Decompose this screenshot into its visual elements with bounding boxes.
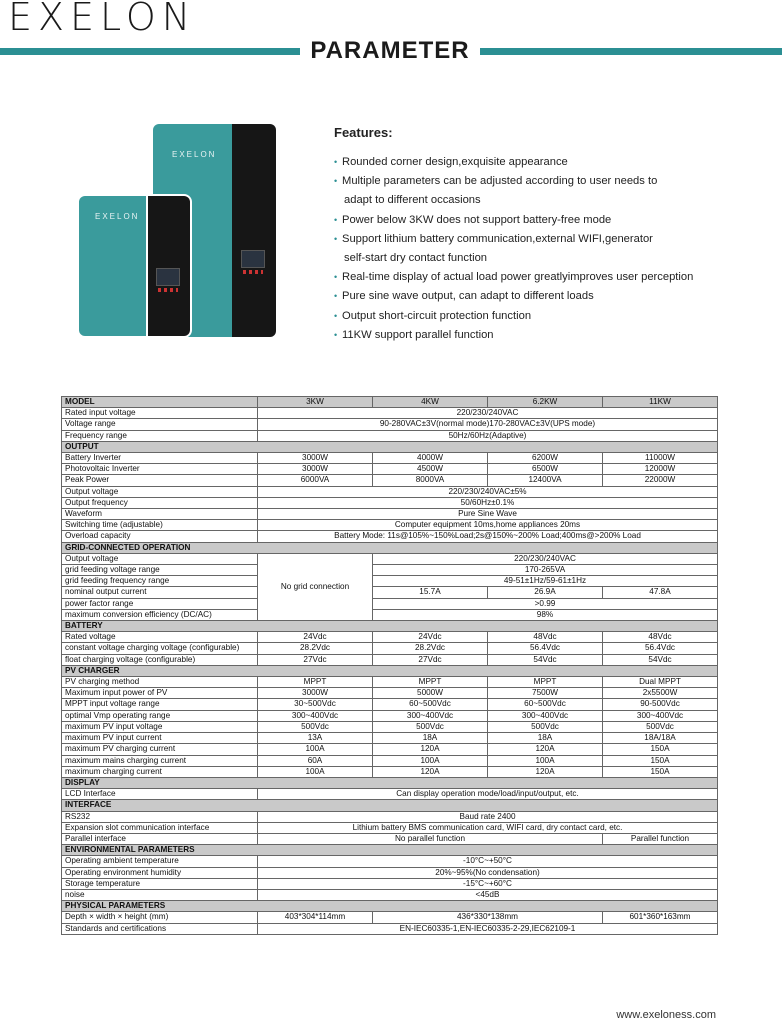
section-title: PHYSICAL PARAMETERS [62,901,718,912]
table-row [62,509,718,520]
brand-logo: EXELON [8,0,197,39]
row-label: Peak Power [62,475,258,486]
cell: 12400VA [488,475,603,486]
feature-item: • Real-time display of actual load power greatlyimproves user perception [334,268,774,287]
row-value: Computer equipment 10ms,home appliances 20ms [258,520,718,531]
cell: 27Vdc [373,654,488,665]
features-section [334,125,774,345]
row-label: grid feeding frequency range [62,576,258,587]
header-bar-left [0,48,300,55]
row-label: Frequency range [62,430,258,441]
table-row [62,889,718,900]
section-header [62,621,718,632]
section-header [62,665,718,676]
row-value: 220/230/240VAC [373,553,718,564]
table-row [62,721,718,732]
cell: 500Vdc [603,721,718,732]
section-title: INTERFACE [62,800,718,811]
table-row [62,733,718,744]
row-label: maximum PV charging current [62,744,258,755]
table-row [62,520,718,531]
model-6kw: 6.2KW [488,397,603,408]
row-label: optimal Vmp operating range [62,710,258,721]
row-label: maximum conversion efficiency (DC/AC) [62,609,258,620]
feature-item: • 11KW support parallel function [334,326,774,345]
cell: MPPT [258,677,373,688]
cell: 100A [258,744,373,755]
features-heading: Features: [334,125,393,140]
row-value: <45dB [258,889,718,900]
table-row [62,699,718,710]
inverter-large-buttons [243,270,263,274]
website-link[interactable]: www.exeloness.com [616,1009,716,1021]
cell: MPPT [373,677,488,688]
cell: 47.8A [603,587,718,598]
row-label: nominal output current [62,587,258,598]
cell: 28.2Vdc [258,643,373,654]
cell: 4500W [373,464,488,475]
inverter-small-buttons [158,288,178,292]
row-label: power factor range [62,598,258,609]
row-label: MODEL [62,397,258,408]
cell: Dual MPPT [603,677,718,688]
row-value: 50Hz/60Hz(Adaptive) [258,430,718,441]
row-label: grid feeding voltage range [62,565,258,576]
row-label: RS232 [62,811,258,822]
row-value: 170-265VA [373,565,718,576]
table-row [62,822,718,833]
cell: 500Vdc [258,721,373,732]
section-header [62,441,718,452]
no-grid-cell: No grid connection [258,553,373,620]
row-label: Maximum input power of PV [62,688,258,699]
table-row [62,419,718,430]
row-label: Rated input voltage [62,408,258,419]
row-value: Battery Mode: 11s@105%~150%Load;2s@150%~200% Load;400ms@>200% Load [258,531,718,542]
table-row [62,565,718,576]
row-value: -10°C~+50°C [258,856,718,867]
table-row [62,598,718,609]
row-label: maximum mains charging current [62,755,258,766]
cell: 24Vdc [373,632,488,643]
cell: 120A [488,744,603,755]
row-label: Overload capacity [62,531,258,542]
row-label: Voltage range [62,419,258,430]
section-title: DISPLAY [62,777,718,788]
table-row [62,833,718,844]
row-label: Output frequency [62,497,258,508]
cell: 300~400Vdc [373,710,488,721]
cell: 3000W [258,688,373,699]
row-value: 49-51±1Hz/59-61±1Hz [373,576,718,587]
table-row [62,856,718,867]
cell: 18A [488,733,603,744]
section-header [62,777,718,788]
cell: Parallel function [603,833,718,844]
model-3kw: 3KW [258,397,373,408]
row-label: Photovoltaic Inverter [62,464,258,475]
cell: 120A [488,766,603,777]
table-row [62,587,718,598]
table-row [62,430,718,441]
row-label: float charging voltage (configurable) [62,654,258,665]
row-label: maximum charging current [62,766,258,777]
row-label: PV charging method [62,677,258,688]
model-4kw: 4KW [373,397,488,408]
cell: 18A [373,733,488,744]
row-label: Waveform [62,509,258,520]
row-label: Switching time (adjustable) [62,520,258,531]
cell: 48Vdc [488,632,603,643]
table-row [62,609,718,620]
cell: 60~500Vdc [488,699,603,710]
row-value: No parallel function [258,833,603,844]
table-row [62,755,718,766]
features-list [334,153,774,345]
cell: 120A [373,744,488,755]
cell: 3000W [258,464,373,475]
cell: 300~400Vdc [603,710,718,721]
cell: 15.7A [373,587,488,598]
row-value: Pure Sine Wave [258,509,718,520]
table-row [62,710,718,721]
section-title: ENVIRONMENTAL PARAMETERS [62,845,718,856]
inverter-large-panel [232,124,276,337]
feature-item: • Output short-circuit protection function [334,307,774,326]
row-label: Battery Inverter [62,453,258,464]
cell: 28.2Vdc [373,643,488,654]
row-label: maximum PV input current [62,733,258,744]
row-label: MPPT input voltage range [62,699,258,710]
table-row [62,744,718,755]
cell: 22000W [603,475,718,486]
cell: 6200W [488,453,603,464]
cell: 2x5500W [603,688,718,699]
row-label: Parallel interface [62,833,258,844]
section-title: PV CHARGER [62,665,718,676]
cell: 601*360*163mm [603,912,718,923]
cell: MPPT [488,677,603,688]
cell: 90-500Vdc [603,699,718,710]
table-row [62,677,718,688]
cell: 500Vdc [373,721,488,732]
cell: 150A [603,744,718,755]
cell: 500Vdc [488,721,603,732]
feature-item-continued: adapt to different occasions [344,194,481,207]
cell: 5000W [373,688,488,699]
cell: 13A [258,733,373,744]
table-row [62,789,718,800]
feature-item: • Rounded corner design,exquisite appearance [334,153,774,172]
table-row [62,632,718,643]
inverter-small-brand: EXELON [95,212,140,221]
table-row-model [62,397,718,408]
row-label: Operating environment humidity [62,867,258,878]
section-title: OUTPUT [62,441,718,452]
model-11kw: 11KW [603,397,718,408]
cell: 56.4Vdc [488,643,603,654]
row-value: -15°C~+60°C [258,878,718,889]
cell: 54Vdc [603,654,718,665]
cell: 60A [258,755,373,766]
row-label: Storage temperature [62,878,258,889]
cell: 6500W [488,464,603,475]
inverter-large-screen [241,250,265,268]
table-row [62,688,718,699]
inverter-small-panel [148,196,190,336]
inverter-large-brand: EXELON [172,150,217,159]
table-row [62,867,718,878]
row-label: LCD Interface [62,789,258,800]
inverter-small-screen [156,268,180,286]
table-row [62,576,718,587]
cell: 150A [603,755,718,766]
cell: 8000VA [373,475,488,486]
cell: 7500W [488,688,603,699]
cell: 18A/18A [603,733,718,744]
row-value: EN-IEC60335-1,EN-IEC60335-2-29,IEC62109-1 [258,923,718,934]
cell: 403*304*114mm [258,912,373,923]
table-row [62,464,718,475]
section-header [62,901,718,912]
row-value: 220/230/240VAC [258,408,718,419]
cell: 120A [373,766,488,777]
cell: 100A [488,755,603,766]
row-value: 220/230/240VAC±5% [258,486,718,497]
cell: 4000W [373,453,488,464]
table-row [62,643,718,654]
cell: 56.4Vdc [603,643,718,654]
feature-item: • Multiple parameters can be adjusted according to user needs to [334,172,774,191]
row-value: 20%~95%(No condensation) [258,867,718,878]
cell: 26.9A [488,587,603,598]
table-row [62,408,718,419]
feature-item-continued: self-start dry contact function [344,252,488,265]
row-label: Rated voltage [62,632,258,643]
table-row [62,497,718,508]
cell: 100A [258,766,373,777]
row-label: noise [62,889,258,900]
row-value: 98% [373,609,718,620]
cell: 436*330*138mm [373,912,603,923]
cell: 48Vdc [603,632,718,643]
cell: 3000W [258,453,373,464]
row-label: constant voltage charging voltage (configurable) [62,643,258,654]
row-value: Baud rate 2400 [258,811,718,822]
section-header [62,800,718,811]
table-row [62,654,718,665]
cell: 27Vdc [258,654,373,665]
cell: 30~500Vdc [258,699,373,710]
cell: 54Vdc [488,654,603,665]
row-label: Output voltage [62,486,258,497]
feature-item: • Power below 3KW does not support battery-free mode [334,211,774,230]
table-row [62,553,718,564]
cell: 300~400Vdc [488,710,603,721]
section-header [62,542,718,553]
table-row [62,923,718,934]
row-label: maximum PV input voltage [62,721,258,732]
table-row [62,811,718,822]
cell: 60~500Vdc [373,699,488,710]
row-label: Standards and certifications [62,923,258,934]
cell: 100A [373,755,488,766]
table-row [62,878,718,889]
row-value: Lithium battery BMS communication card, WIFI card, dry contact card, etc. [258,822,718,833]
section-title: GRID-CONNECTED OPERATION [62,542,718,553]
cell: 11000W [603,453,718,464]
row-value: >0.99 [373,598,718,609]
cell: 300~400Vdc [258,710,373,721]
row-label: Expansion slot communication interface [62,822,258,833]
row-label: Output voltage [62,553,258,564]
table-row [62,486,718,497]
table-row [62,766,718,777]
section-title: BATTERY [62,621,718,632]
cell: 6000VA [258,475,373,486]
row-label: Operating ambient temperature [62,856,258,867]
header-bar-right [480,48,782,55]
table-row [62,531,718,542]
table-row [62,453,718,464]
cell: 150A [603,766,718,777]
feature-item: • Pure sine wave output, can adapt to different loads [334,287,774,306]
feature-item: • Support lithium battery communication,external WIFI,generator [334,230,774,249]
row-label: Depth × width × height (mm) [62,912,258,923]
row-value: Can display operation mode/load/input/output, etc. [258,789,718,800]
table-row [62,912,718,923]
row-value: 50/60Hz±0.1% [258,497,718,508]
section-header [62,845,718,856]
cell: 24Vdc [258,632,373,643]
page-title: PARAMETER [310,37,470,64]
row-value: 90-280VAC±3V(normal mode)170-280VAC±3V(UPS mode) [258,419,718,430]
parameter-table [61,396,718,935]
table-row [62,475,718,486]
cell: 12000W [603,464,718,475]
